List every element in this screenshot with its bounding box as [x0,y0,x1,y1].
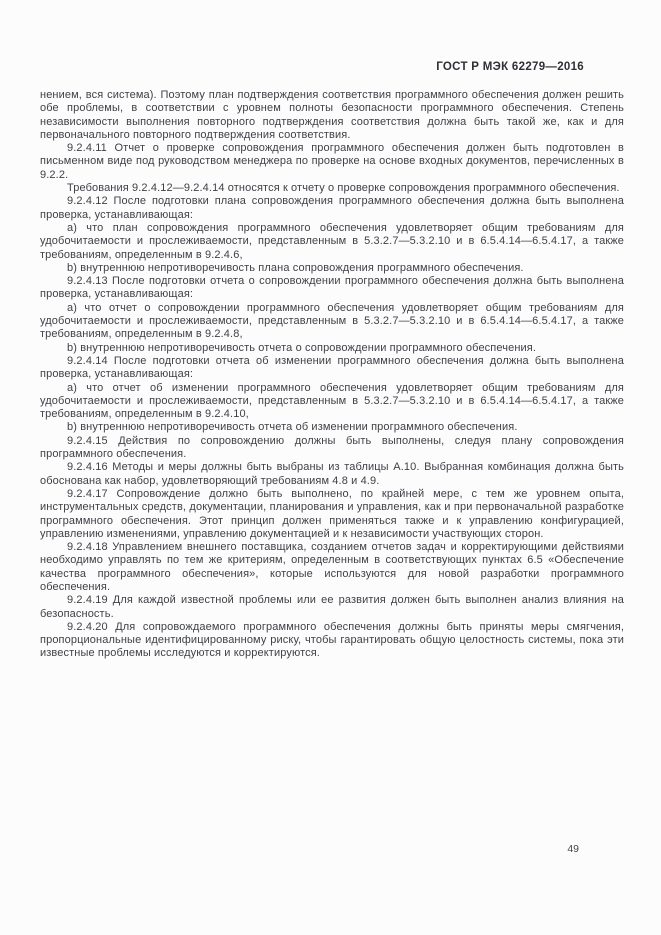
document-paragraph: 9.2.4.18 Управлением внешнего поставщика, созданием отчетов задач и корректирующими действиями необходимо управлять по тем же критериям, определенным в соответствующих пунктах 6.5 «Обеспечение качества программного обеспечения», которые используются для новой разработки программного обеспечения. [40,541,624,593]
document-paragraph: 9.2.4.19 Для каждой известной проблемы или ее развития должен быть выполнен анализ влияния на безопасность. [40,594,624,620]
document-paragraph: 9.2.4.12 После подготовки плана сопровождения программного обеспечения должна быть выполнена проверка, устанавливающая: [40,195,624,221]
document-paragraph: 9.2.4.13 После подготовки отчета о сопровождении программного обеспечения должна быть выполнена проверка, устанавливающая: [40,275,624,301]
page-number: 49 [567,843,579,855]
document-list-item: a) что отчет об изменении программного обеспечения удовлетворяет общим требованиям для удобочитаемости и прослеживаемости, представленным в 5.3.2.7—5.3.2.10 и в 6.5.4.14—6.5.4.17, а также требованиям, определенным в 9.2.4.10, [40,381,624,421]
document-paragraph: Требования 9.2.4.12—9.2.4.14 относятся к отчету о проверке сопровождения программного обеспечения. [67,182,620,195]
document-body [40,89,624,661]
document-list-item: b) внутреннюю непротиворечивость отчета об изменении программного обеспечения. [67,421,518,434]
document-list-item: b) внутреннюю непротиворечивость плана сопровождения программного обеспечения. [67,261,524,274]
document-paragraph: 9.2.4.14 После подготовки отчета об изменении программного обеспечения должна быть выполнена проверка, устанавливающая: [40,354,624,381]
page-header: ГОСТ Р МЭК 62279—2016 [436,61,584,73]
document-paragraph: 9.2.4.17 Сопровождение должно быть выполнено, по крайней мере, с тем же уровнем опыта, инструментальных средств, документации, планирования и управления, как и при первоначальной разработке программного обеспечения. Этот принцип должен применяться также и к управлению конфигурацией, управлению изменениями, управлению документацией и к независимости участвующих сторон. [40,487,624,540]
document-paragraph: 9.2.4.20 Для сопровождаемого программного обеспечения должны быть приняты меры смягчения, пропорциональные идентифицированному риску, чтобы гарантировать общую целостность системы, пока эти известные проблемы исследуются и корректируются. [40,620,624,660]
document-paragraph: нением, вся система). Поэтому план подтверждения соответствия программного обеспечения должен решить обе проблемы, в соответствии с уровнем полноты безопасности программного обеспечения. Степень независимости выполнения повторного подтверждения соответствия должна быть такой же, как и для первоначального повторного подтверждения соответствия. [40,89,624,141]
document-paragraph: 9.2.4.15 Действия по сопровождению должны быть выполнены, следуя плану сопровождения программного обеспечения. [40,434,624,461]
document-list-item: a) что план сопровождения программного обеспечения удовлетворяет общим требованиям для удобочитаемости и прослеживаемости, представленным в 5.3.2.7—5.3.2.10 и в 6.5.4.14—6.5.4.17, а также требованиям, определенным в 9.2.4.6, [40,221,624,261]
document-paragraph: 9.2.4.16 Методы и меры должны быть выбраны из таблицы А.10. Выбранная комбинация должна быть обоснована как набор, удовлетворяющий требованиям 4.8 и 4.9. [40,461,624,487]
document-list-item: a) что отчет о сопровождении программного обеспечения удовлетворяет общим требованиям для удобочитаемости и прослеживаемости, представленным в 5.3.2.7—5.3.2.10 и в 6.5.4.14—6.5.4.17, а также требованиям, определенным в 9.2.4.8, [40,301,624,341]
document-list-item: b) внутреннюю непротиворечивость отчета о сопровождении программного обеспечения. [67,341,537,354]
document-paragraph: 9.2.4.11 Отчет о проверке сопровождения программного обеспечения должен быть подготовлен в письменном виде под руководством менеджера по проверке на основе входных документов, перечисленных в 9.2.2. [40,142,624,181]
